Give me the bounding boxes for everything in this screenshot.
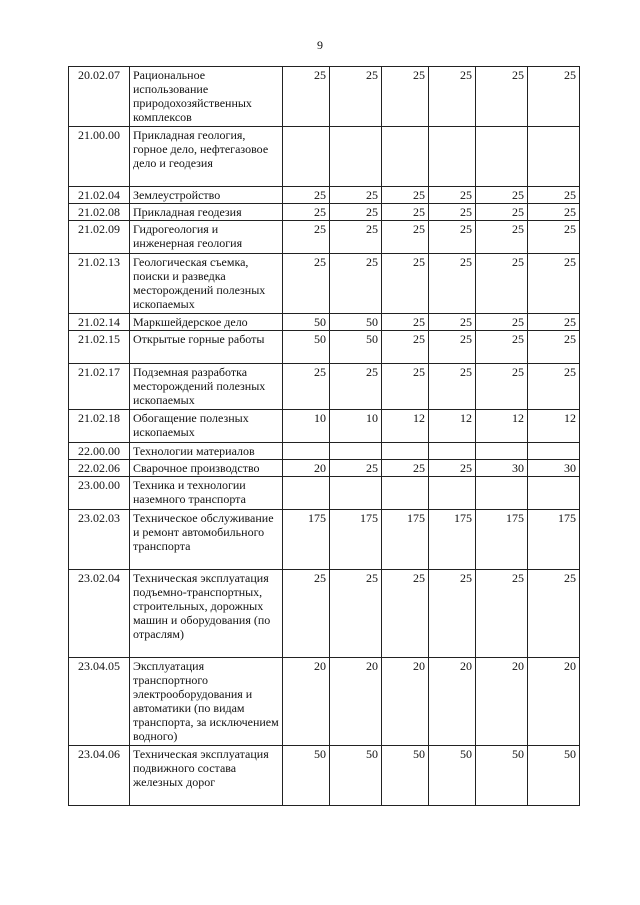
value-cell: 175: [382, 510, 429, 570]
value-cell: 25: [429, 204, 476, 221]
value-cell: 25: [476, 314, 528, 331]
value-cell: 20: [476, 658, 528, 746]
data-table: [68, 66, 580, 806]
value-cell: 10: [330, 410, 382, 443]
value-cell: 25: [330, 254, 382, 314]
table-body: [69, 67, 580, 806]
value-cell: 25: [528, 204, 580, 221]
value-cell: 25: [429, 460, 476, 477]
value-cell: 25: [283, 570, 330, 658]
specialty-name: Технологии материалов: [130, 443, 283, 460]
specialty-name: Подземная разработка месторождений полезных ископаемых: [130, 364, 283, 410]
value-cell: 25: [382, 314, 429, 331]
value-cell: 25: [382, 187, 429, 204]
specialty-code: 23.02.03: [69, 510, 130, 570]
specialty-code: 21.02.13: [69, 254, 130, 314]
specialty-code: 21.02.04: [69, 187, 130, 204]
value-cell: 25: [476, 204, 528, 221]
value-cell: 50: [330, 746, 382, 806]
value-cell: 20: [283, 460, 330, 477]
value-cell: 50: [283, 314, 330, 331]
specialty-code: 21.02.17: [69, 364, 130, 410]
value-cell: 50: [528, 746, 580, 806]
specialty-name: Прикладная геология, горное дело, нефтегазовое дело и геодезия: [130, 127, 283, 187]
table-row: [69, 570, 580, 658]
value-cell: [476, 443, 528, 460]
value-cell: 50: [283, 746, 330, 806]
value-cell: 25: [382, 460, 429, 477]
specialty-code: 20.02.07: [69, 67, 130, 127]
value-cell: 25: [429, 221, 476, 254]
specialty-code: 22.00.00: [69, 443, 130, 460]
table-row: [69, 460, 580, 477]
value-cell: 30: [528, 460, 580, 477]
value-cell: 25: [330, 187, 382, 204]
specialty-name: Эксплуатация транспортного электрооборудования и автоматики (по видам транспорта, за исключением водного): [130, 658, 283, 746]
value-cell: [330, 443, 382, 460]
value-cell: 175: [429, 510, 476, 570]
value-cell: 175: [476, 510, 528, 570]
value-cell: 50: [330, 314, 382, 331]
value-cell: [429, 443, 476, 460]
value-cell: 25: [283, 364, 330, 410]
value-cell: 25: [283, 254, 330, 314]
value-cell: 50: [283, 331, 330, 364]
specialty-code: 21.02.09: [69, 221, 130, 254]
specialty-name: Техническое обслуживание и ремонт автомобильного транспорта: [130, 510, 283, 570]
value-cell: 25: [528, 331, 580, 364]
value-cell: 25: [476, 570, 528, 658]
specialty-code: 23.04.06: [69, 746, 130, 806]
specialty-code: 21.02.08: [69, 204, 130, 221]
value-cell: 20: [382, 658, 429, 746]
value-cell: 20: [429, 658, 476, 746]
value-cell: 25: [330, 67, 382, 127]
specialty-name: Техническая эксплуатация подъемно-транспортных, строительных, дорожных машин и оборудования (по отраслям): [130, 570, 283, 658]
table-row: [69, 364, 580, 410]
value-cell: 25: [429, 254, 476, 314]
value-cell: [476, 477, 528, 510]
value-cell: 25: [283, 204, 330, 221]
table-row: [69, 254, 580, 314]
value-cell: 50: [476, 746, 528, 806]
value-cell: 25: [382, 364, 429, 410]
value-cell: 20: [283, 658, 330, 746]
value-cell: 25: [330, 570, 382, 658]
value-cell: 25: [528, 364, 580, 410]
value-cell: 25: [476, 221, 528, 254]
value-cell: [382, 127, 429, 187]
value-cell: [283, 477, 330, 510]
value-cell: [429, 127, 476, 187]
table-row: [69, 510, 580, 570]
value-cell: 12: [476, 410, 528, 443]
specialty-code: 23.02.04: [69, 570, 130, 658]
value-cell: [330, 127, 382, 187]
value-cell: 25: [476, 254, 528, 314]
table-row: [69, 746, 580, 806]
specialty-name: Землеустройство: [130, 187, 283, 204]
specialty-code: 22.02.06: [69, 460, 130, 477]
page-number: 9: [317, 38, 323, 52]
value-cell: 25: [429, 331, 476, 364]
value-cell: 25: [429, 364, 476, 410]
value-cell: 25: [382, 570, 429, 658]
value-cell: 25: [382, 254, 429, 314]
specialty-code: 23.04.05: [69, 658, 130, 746]
value-cell: 25: [283, 221, 330, 254]
value-cell: 25: [283, 67, 330, 127]
value-cell: [528, 443, 580, 460]
value-cell: 25: [330, 364, 382, 410]
value-cell: 175: [330, 510, 382, 570]
table-row: [69, 204, 580, 221]
table-row: [69, 314, 580, 331]
table-row: [69, 221, 580, 254]
table-row: [69, 187, 580, 204]
table-row: [69, 410, 580, 443]
specialty-name: Сварочное производство: [130, 460, 283, 477]
value-cell: 50: [429, 746, 476, 806]
specialty-name: Техника и технологии наземного транспорта: [130, 477, 283, 510]
value-cell: 25: [382, 67, 429, 127]
value-cell: 25: [528, 221, 580, 254]
value-cell: 25: [528, 570, 580, 658]
value-cell: [476, 127, 528, 187]
value-cell: 25: [476, 364, 528, 410]
specialty-code: 21.02.18: [69, 410, 130, 443]
value-cell: 25: [528, 314, 580, 331]
value-cell: 25: [330, 460, 382, 477]
value-cell: 25: [476, 331, 528, 364]
value-cell: 25: [382, 221, 429, 254]
specialty-code: 21.02.15: [69, 331, 130, 364]
value-cell: 25: [429, 187, 476, 204]
value-cell: 25: [528, 67, 580, 127]
value-cell: [283, 127, 330, 187]
value-cell: 25: [528, 187, 580, 204]
table-row: [69, 443, 580, 460]
value-cell: 25: [382, 204, 429, 221]
table-row: [69, 477, 580, 510]
specialty-name: Гидрогеология и инженерная геология: [130, 221, 283, 254]
value-cell: 25: [330, 221, 382, 254]
specialty-name: Техническая эксплуатация подвижного состава железных дорог: [130, 746, 283, 806]
value-cell: 25: [283, 187, 330, 204]
value-cell: 25: [476, 67, 528, 127]
specialty-name: Рациональное использование природохозяйственных комплексов: [130, 67, 283, 127]
specialty-name: Обогащение полезных ископаемых: [130, 410, 283, 443]
value-cell: [528, 127, 580, 187]
specialty-code: 23.00.00: [69, 477, 130, 510]
value-cell: 175: [528, 510, 580, 570]
value-cell: 25: [330, 204, 382, 221]
value-cell: 25: [528, 254, 580, 314]
value-cell: 20: [330, 658, 382, 746]
value-cell: 25: [429, 314, 476, 331]
value-cell: 30: [476, 460, 528, 477]
specialty-name: Открытые горные работы: [130, 331, 283, 364]
value-cell: [382, 477, 429, 510]
value-cell: 20: [528, 658, 580, 746]
table-row: [69, 331, 580, 364]
value-cell: 12: [528, 410, 580, 443]
value-cell: 175: [283, 510, 330, 570]
value-cell: [330, 477, 382, 510]
value-cell: 25: [429, 67, 476, 127]
value-cell: 25: [382, 331, 429, 364]
specialty-code: 21.02.14: [69, 314, 130, 331]
specialty-name: Прикладная геодезия: [130, 204, 283, 221]
specialty-name: Геологическая съемка, поиски и разведка месторождений полезных ископаемых: [130, 254, 283, 314]
value-cell: [528, 477, 580, 510]
value-cell: 50: [330, 331, 382, 364]
value-cell: [283, 443, 330, 460]
table-row: [69, 127, 580, 187]
specialty-code: 21.00.00: [69, 127, 130, 187]
value-cell: [382, 443, 429, 460]
value-cell: 50: [382, 746, 429, 806]
value-cell: 25: [476, 187, 528, 204]
table-row: [69, 658, 580, 746]
specialty-name: Маркшейдерское дело: [130, 314, 283, 331]
table-row: [69, 67, 580, 127]
value-cell: 10: [283, 410, 330, 443]
value-cell: 25: [429, 570, 476, 658]
value-cell: [429, 477, 476, 510]
value-cell: 12: [429, 410, 476, 443]
value-cell: 12: [382, 410, 429, 443]
